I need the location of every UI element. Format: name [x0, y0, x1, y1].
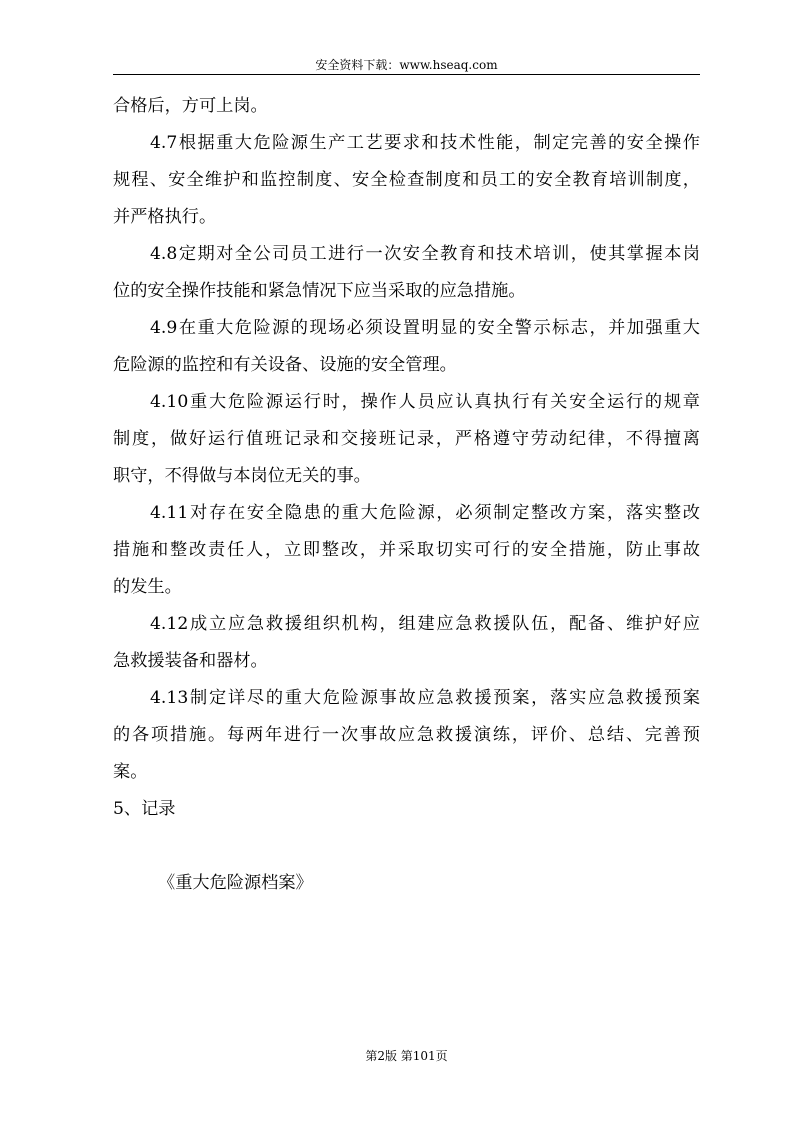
page-header: 安全资料下载：www.hseaq.com — [315, 58, 498, 72]
section-heading-records: 5、记录 — [113, 799, 176, 819]
clause-4-10-line: 制度，做好运行值班记录和交接班记录，严格遵守劳动纪律，不得擅离 — [113, 429, 700, 449]
clause-4-7-line: 并严格执行。 — [113, 207, 217, 227]
clause-4-8-line: 位的安全操作技能和紧急情况下应当采取的应急措施。 — [113, 281, 526, 301]
clause-4-13-line: 的各项措施。每两年进行一次事故应急救援演练，评价、总结、完善预 — [113, 725, 700, 745]
document-body — [113, 88, 700, 902]
clause-4-9-line: 危险源的监控和有关设备、设施的安全管理。 — [113, 355, 457, 375]
body-line: 合格后，方可上岗。 — [113, 96, 268, 116]
clause-4-7-line: 规程、安全维护和监控制度、安全检查制度和员工的安全教育培训制度， — [113, 170, 700, 190]
page-footer: 第2版 第101页 — [365, 1049, 448, 1063]
clause-4-11-line: 4.11对存在安全隐患的重大危险源，必须制定整改方案，落实整改 — [150, 503, 700, 523]
record-reference: 《重大危险源档案》 — [158, 873, 313, 893]
clause-4-7-line: 4.7根据重大危险源生产工艺要求和技术性能，制定完善的安全操作 — [150, 133, 700, 153]
header-rule — [113, 74, 700, 75]
spacer — [113, 828, 700, 865]
clause-4-12-line: 急救援装备和器材。 — [113, 651, 268, 671]
clause-4-13-line: 案。 — [113, 762, 148, 782]
clause-4-9-line: 4.9在重大危险源的现场必须设置明显的安全警示标志，并加强重大 — [150, 318, 700, 338]
clause-4-8-line: 4.8定期对全公司员工进行一次安全教育和技术培训，使其掌握本岗 — [150, 244, 700, 264]
clause-4-11-line: 的发生。 — [113, 577, 182, 597]
clause-4-12-line: 4.12成立应急救援组织机构，组建应急救援队伍，配备、维护好应 — [150, 614, 700, 634]
clause-4-10-line: 4.10重大危险源运行时，操作人员应认真执行有关安全运行的规章 — [150, 392, 700, 412]
clause-4-13-line: 4.13制定详尽的重大危险源事故应急救援预案，落实应急救援预案 — [150, 688, 700, 708]
clause-4-11-line: 措施和整改责任人，立即整改，并采取切实可行的安全措施，防止事故 — [113, 540, 700, 560]
clause-4-10-line: 职守，不得做与本岗位无关的事。 — [113, 466, 371, 486]
